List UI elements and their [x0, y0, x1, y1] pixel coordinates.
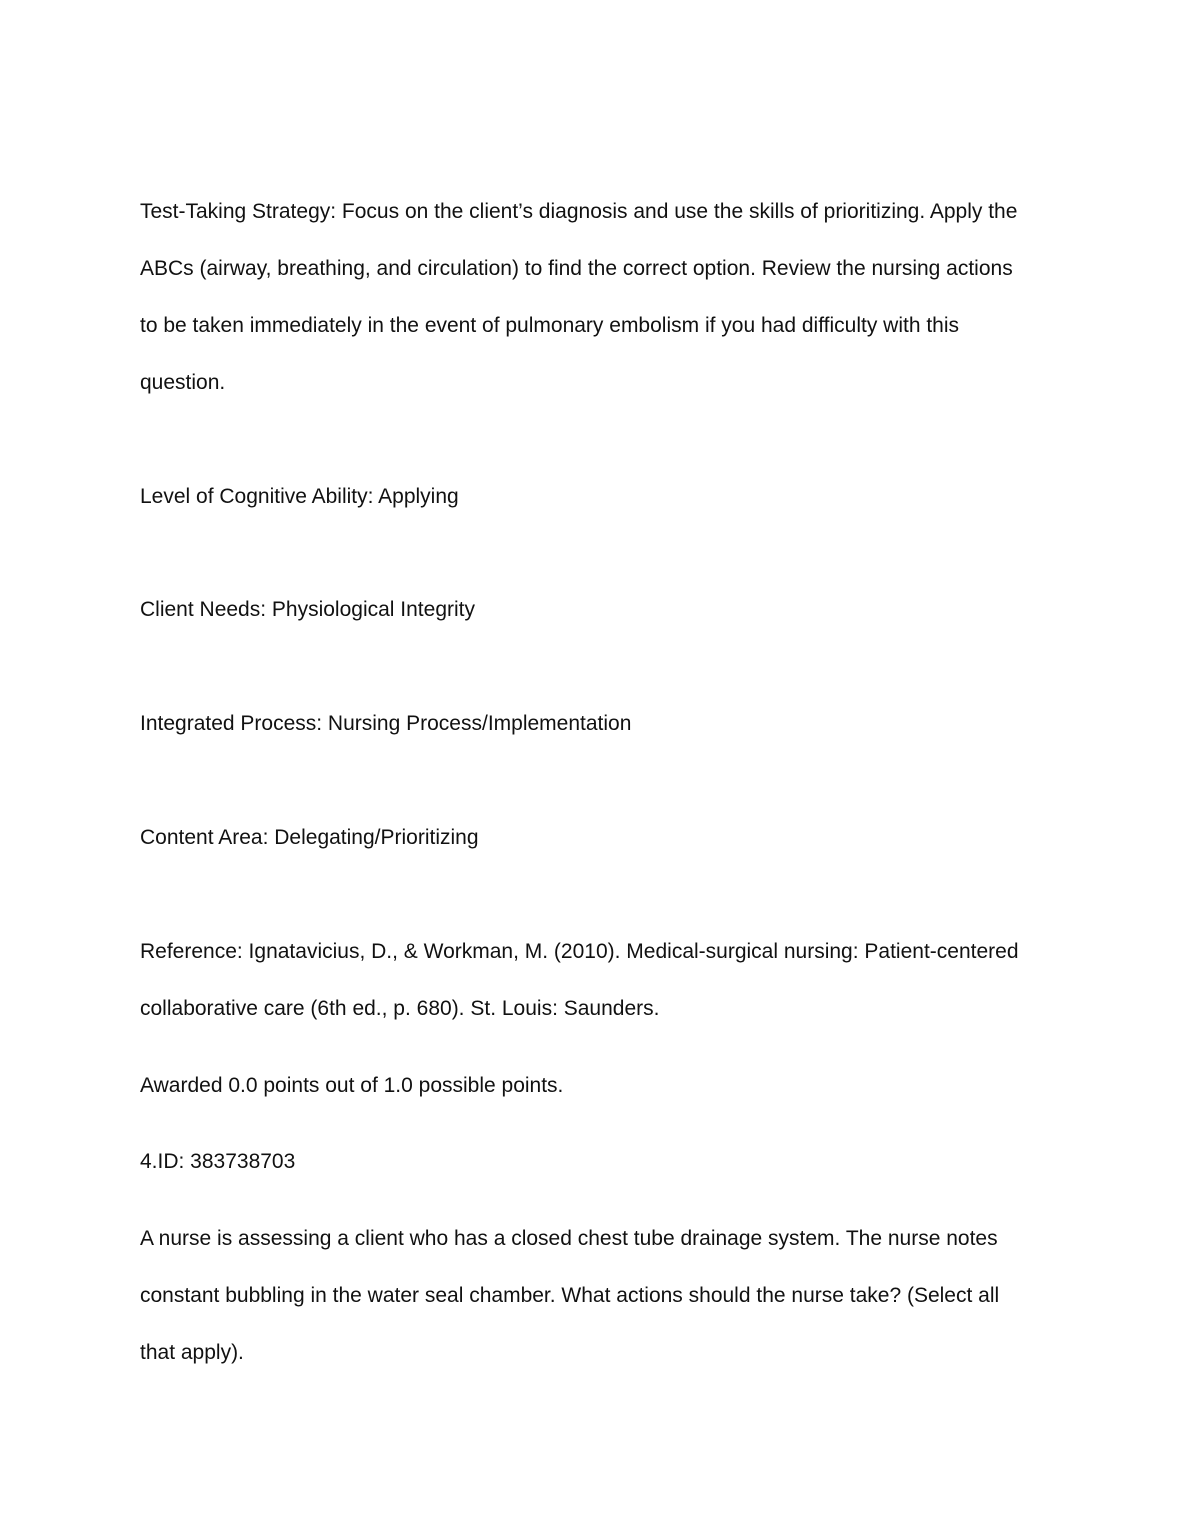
- question-id: 4.ID: 383738703: [140, 1150, 296, 1173]
- content-area: Content Area: Delegating/Prioritizing: [140, 826, 479, 849]
- question-line-3: that apply).: [140, 1341, 244, 1364]
- strategy-line-4: question.: [140, 371, 226, 394]
- question-line-1: A nurse is assessing a client who has a closed chest tube drainage system. The nurse notes: [140, 1227, 998, 1250]
- cognitive-level: Level of Cognitive Ability: Applying: [140, 485, 459, 508]
- question-line-2: constant bubbling in the water seal chamber. What actions should the nurse take? (Select all: [140, 1284, 1000, 1307]
- strategy-line-2: ABCs (airway, breathing, and circulation) to find the correct option. Review the nursing actions: [140, 257, 1013, 280]
- reference-line-1: Reference: Ignatavicius, D., & Workman, M. (2010). Medical-surgical nursing: Patient-centered: [140, 940, 1019, 963]
- score-summary: Awarded 0.0 points out of 1.0 possible points.: [140, 1074, 564, 1097]
- client-needs: Client Needs: Physiological Integrity: [140, 598, 475, 621]
- strategy-line-1: Test-Taking Strategy: Focus on the client’s diagnosis and use the skills of prioritizing. Apply the: [140, 200, 1018, 223]
- strategy-line-3: to be taken immediately in the event of pulmonary embolism if you had difficulty with this: [140, 314, 960, 337]
- integrated-process: Integrated Process: Nursing Process/Implementation: [140, 712, 632, 735]
- reference-line-2: collaborative care (6th ed., p. 680). St. Louis: Saunders.: [140, 997, 660, 1020]
